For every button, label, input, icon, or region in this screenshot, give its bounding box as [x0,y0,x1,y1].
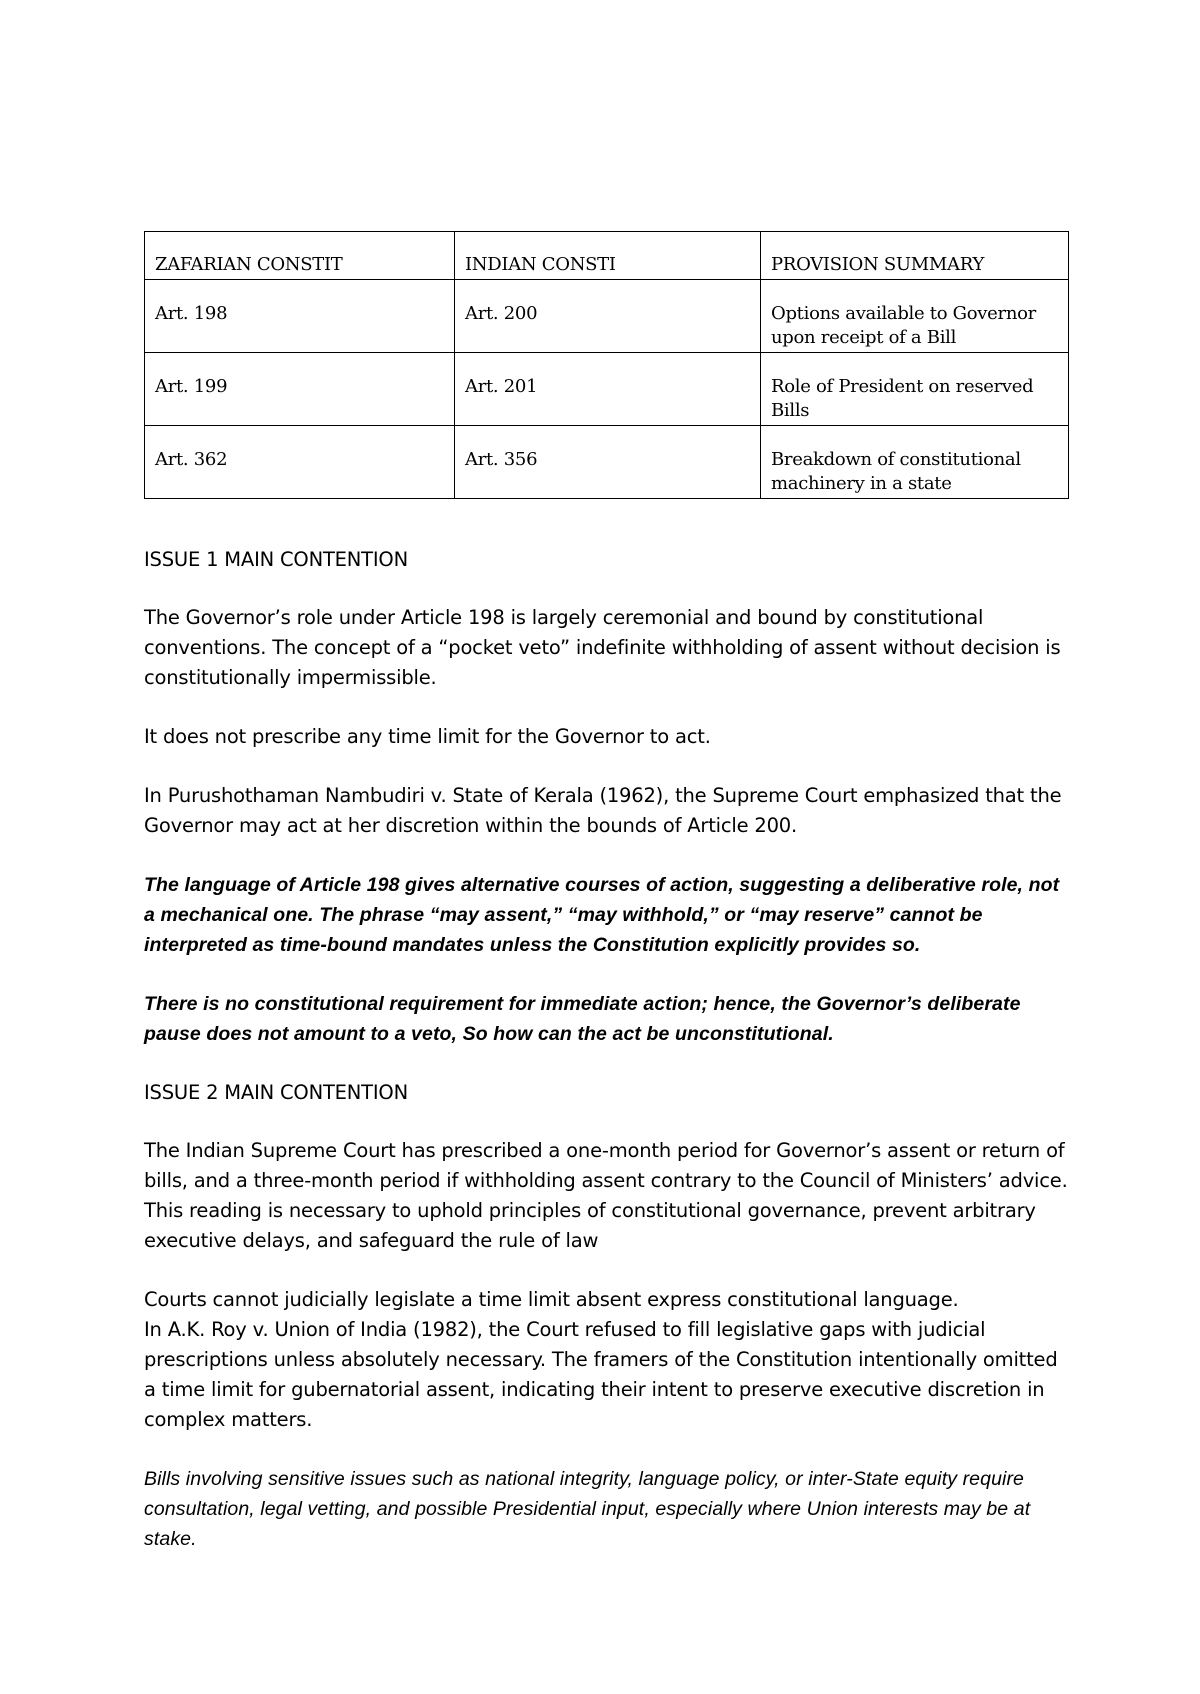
issue2-paragraph-2: Courts cannot judicially legislate a time limit absent express constitutional language. [144,1288,959,1311]
document-page [144,231,1068,1583]
issue1-paragraph-5: There is no constitutional requirement for immediate action; hence, the Governor’s deliberate pause does not amount to a veto, So how can the act be unconstitutional. [144,993,1021,1045]
issue1-paragraph-4: The language of Article 198 gives alternative courses of action, suggesting a deliberative role, not a mechanical one. The phrase “may assent,” “may withhold,” or “may reserve” cannot be interpreted as time-bound mandates unless the Constitution explicitly provides so. [144,874,1060,956]
table-cell: Art. 362 [145,426,455,499]
table-cell: Art. 200 [455,280,761,353]
issue1-paragraph-1: The Governor’s role under Article 198 is largely ceremonial and bound by constitutional conventions. The concept of a “pocket veto” indefinite withholding of assent without decision is constitutionally impermissible. [144,606,1061,689]
document-body [144,545,1068,1554]
issue2-paragraph-1: The Indian Supreme Court has prescribed a one-month period for Governor’s assent or return of bills, and a three-month period if withholding assent contrary to the Council of Ministers’ advice. This reading is necessary to uphold principles of constitutional governance, prevent arbitrary executive delays, and safeguard the rule of law [144,1139,1068,1252]
issue1-paragraph-2: It does not prescribe any time limit for the Governor to act. [144,725,711,748]
table-cell: Options available to Governor upon receipt of a Bill [761,280,1069,353]
issue1-heading: ISSUE 1 MAIN CONTENTION [144,548,408,571]
table-cell: Art. 201 [455,353,761,426]
provisions-table [144,231,1069,499]
table-row [145,280,1069,353]
issue2-paragraph-4: Bills involving sensitive issues such as national integrity, language policy, or inter-State equity require consultation, legal vetting, and possible Presidential input, especially where Union interests may be at stake. [144,1468,1031,1550]
table-header-row [145,232,1069,280]
issue1-paragraph-3: In Purushothaman Nambudiri v. State of Kerala (1962), the Supreme Court emphasized that the Governor may act at her discretion within the bounds of Article 200. [144,784,1062,837]
header-indian: INDIAN CONSTI [455,232,761,280]
table-cell: Art. 199 [145,353,455,426]
header-zafarian: ZAFARIAN CONSTIT [145,232,455,280]
table-cell: Role of President on reserved Bills [761,353,1069,426]
table-cell: Art. 198 [145,280,455,353]
table-cell: Breakdown of constitutional machinery in a state [761,426,1069,499]
header-summary: PROVISION SUMMARY [761,232,1069,280]
table-row [145,426,1069,499]
table-cell: Art. 356 [455,426,761,499]
table-row [145,353,1069,426]
issue2-heading: ISSUE 2 MAIN CONTENTION [144,1081,408,1104]
issue2-paragraph-3: In A.K. Roy v. Union of India (1982), the Court refused to fill legislative gaps with judicial prescriptions unless absolutely necessary. The framers of the Constitution intentionally omitted a time limit for gubernatorial assent, indicating their intent to preserve executive discretion in complex matters. [144,1318,1058,1431]
